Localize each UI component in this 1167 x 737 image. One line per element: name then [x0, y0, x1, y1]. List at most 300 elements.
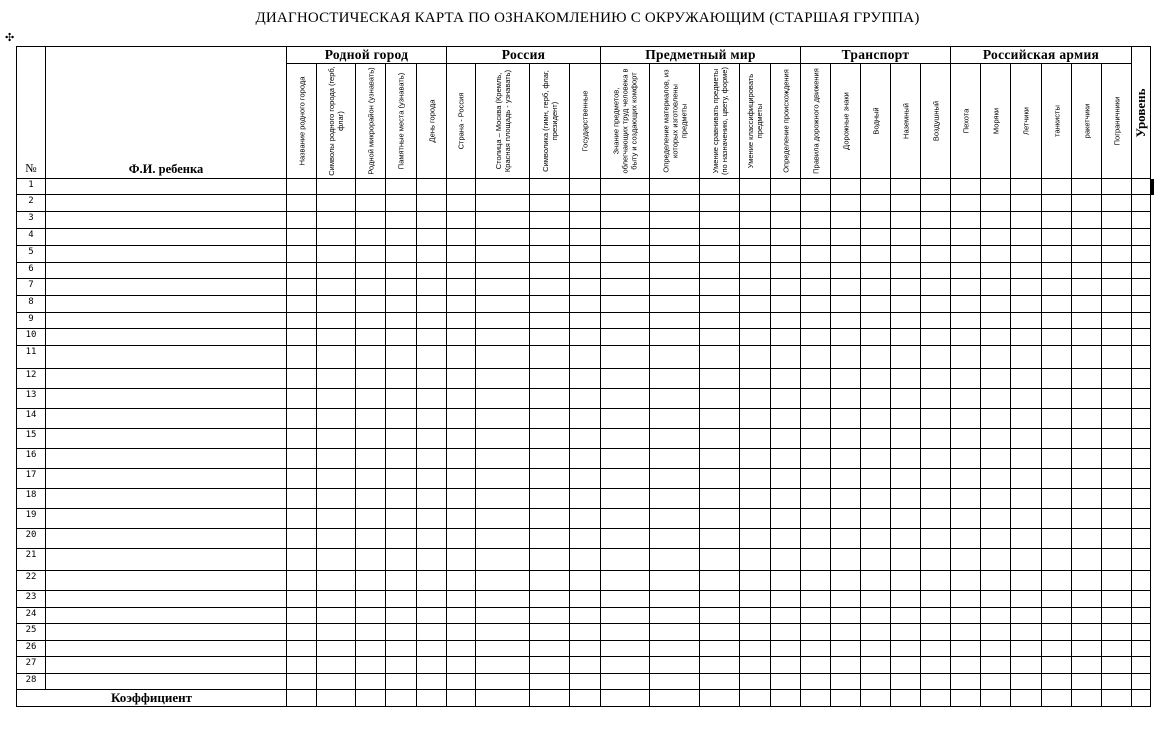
score-cell[interactable] [317, 674, 356, 690]
score-cell[interactable] [1132, 449, 1151, 469]
coefficient-cell[interactable] [1011, 690, 1042, 707]
score-cell[interactable] [1072, 624, 1102, 641]
score-cell[interactable] [530, 509, 570, 529]
score-cell[interactable] [891, 429, 921, 449]
score-cell[interactable] [1072, 346, 1102, 369]
score-cell[interactable] [981, 429, 1011, 449]
score-cell[interactable] [1102, 346, 1132, 369]
score-cell[interactable] [740, 591, 771, 608]
score-cell[interactable] [317, 529, 356, 549]
score-cell[interactable] [317, 263, 356, 279]
score-cell[interactable] [317, 296, 356, 313]
score-cell[interactable] [1102, 409, 1132, 429]
score-cell[interactable] [317, 489, 356, 509]
score-cell[interactable] [1072, 509, 1102, 529]
score-cell[interactable] [317, 429, 356, 449]
score-cell[interactable] [650, 591, 700, 608]
score-cell[interactable] [1011, 549, 1042, 571]
score-cell[interactable] [740, 489, 771, 509]
score-cell[interactable] [1072, 591, 1102, 608]
score-cell[interactable] [386, 608, 417, 624]
score-cell[interactable] [801, 469, 831, 489]
score-cell[interactable] [831, 509, 861, 529]
score-cell[interactable] [356, 549, 386, 571]
score-cell[interactable] [570, 179, 601, 195]
score-cell[interactable] [1102, 429, 1132, 449]
score-cell[interactable] [530, 313, 570, 329]
score-cell[interactable] [831, 409, 861, 429]
score-cell[interactable] [1042, 429, 1072, 449]
score-cell[interactable] [1132, 195, 1151, 212]
score-cell[interactable] [861, 313, 891, 329]
score-cell[interactable] [650, 212, 700, 229]
coefficient-cell[interactable] [1102, 690, 1132, 707]
score-cell[interactable] [700, 346, 740, 369]
score-cell[interactable] [1072, 469, 1102, 489]
score-cell[interactable] [447, 608, 476, 624]
score-cell[interactable] [1132, 591, 1151, 608]
score-cell[interactable] [700, 674, 740, 690]
child-name-cell[interactable] [46, 509, 287, 529]
score-cell[interactable] [417, 509, 447, 529]
score-cell[interactable] [831, 489, 861, 509]
score-cell[interactable] [951, 195, 981, 212]
child-name-cell[interactable] [46, 346, 287, 369]
score-cell[interactable] [417, 657, 447, 674]
score-cell[interactable] [530, 641, 570, 657]
score-cell[interactable] [801, 674, 831, 690]
score-cell[interactable] [317, 469, 356, 489]
score-cell[interactable] [317, 389, 356, 409]
score-cell[interactable] [317, 279, 356, 296]
score-cell[interactable] [951, 346, 981, 369]
score-cell[interactable] [417, 591, 447, 608]
score-cell[interactable] [650, 429, 700, 449]
score-cell[interactable] [1042, 369, 1072, 389]
score-cell[interactable] [417, 571, 447, 591]
score-cell[interactable] [891, 489, 921, 509]
child-name-cell[interactable] [46, 624, 287, 641]
score-cell[interactable] [1072, 229, 1102, 246]
score-cell[interactable] [1072, 369, 1102, 389]
score-cell[interactable] [1072, 179, 1102, 195]
score-cell[interactable] [740, 674, 771, 690]
score-cell[interactable] [700, 571, 740, 591]
score-cell[interactable] [891, 263, 921, 279]
score-cell[interactable] [317, 549, 356, 571]
score-cell[interactable] [801, 279, 831, 296]
score-cell[interactable] [1042, 212, 1072, 229]
score-cell[interactable] [700, 509, 740, 529]
score-cell[interactable] [891, 571, 921, 591]
score-cell[interactable] [1072, 657, 1102, 674]
score-cell[interactable] [831, 229, 861, 246]
score-cell[interactable] [386, 296, 417, 313]
child-name-cell[interactable] [46, 246, 287, 263]
score-cell[interactable] [891, 657, 921, 674]
score-cell[interactable] [740, 389, 771, 409]
score-cell[interactable] [861, 369, 891, 389]
score-cell[interactable] [831, 263, 861, 279]
coefficient-cell[interactable] [287, 690, 317, 707]
score-cell[interactable] [740, 509, 771, 529]
score-cell[interactable] [386, 509, 417, 529]
score-cell[interactable] [287, 329, 317, 346]
score-cell[interactable] [317, 179, 356, 195]
score-cell[interactable] [981, 279, 1011, 296]
score-cell[interactable] [981, 263, 1011, 279]
score-cell[interactable] [476, 657, 530, 674]
score-cell[interactable] [650, 246, 700, 263]
score-cell[interactable] [740, 549, 771, 571]
score-cell[interactable] [801, 195, 831, 212]
child-name-cell[interactable] [46, 263, 287, 279]
score-cell[interactable] [801, 263, 831, 279]
score-cell[interactable] [981, 509, 1011, 529]
score-cell[interactable] [921, 549, 951, 571]
score-cell[interactable] [831, 469, 861, 489]
score-cell[interactable] [650, 489, 700, 509]
score-cell[interactable] [921, 389, 951, 409]
score-cell[interactable] [530, 229, 570, 246]
score-cell[interactable] [447, 346, 476, 369]
score-cell[interactable] [831, 674, 861, 690]
score-cell[interactable] [417, 313, 447, 329]
score-cell[interactable] [1011, 529, 1042, 549]
score-cell[interactable] [700, 195, 740, 212]
score-cell[interactable] [601, 296, 650, 313]
score-cell[interactable] [981, 641, 1011, 657]
score-cell[interactable] [530, 489, 570, 509]
score-cell[interactable] [1042, 229, 1072, 246]
score-cell[interactable] [476, 624, 530, 641]
score-cell[interactable] [601, 624, 650, 641]
score-cell[interactable] [356, 509, 386, 529]
score-cell[interactable] [700, 179, 740, 195]
score-cell[interactable] [601, 179, 650, 195]
score-cell[interactable] [771, 449, 801, 469]
score-cell[interactable] [921, 469, 951, 489]
score-cell[interactable] [530, 179, 570, 195]
score-cell[interactable] [1102, 313, 1132, 329]
score-cell[interactable] [1042, 571, 1072, 591]
score-cell[interactable] [530, 246, 570, 263]
score-cell[interactable] [447, 212, 476, 229]
score-cell[interactable] [417, 369, 447, 389]
score-cell[interactable] [1132, 429, 1151, 449]
score-cell[interactable] [1072, 549, 1102, 571]
score-cell[interactable] [921, 346, 951, 369]
score-cell[interactable] [981, 591, 1011, 608]
score-cell[interactable] [1102, 263, 1132, 279]
score-cell[interactable] [447, 591, 476, 608]
score-cell[interactable] [1132, 529, 1151, 549]
score-cell[interactable] [601, 246, 650, 263]
score-cell[interactable] [1072, 195, 1102, 212]
score-cell[interactable] [476, 509, 530, 529]
score-cell[interactable] [386, 229, 417, 246]
score-cell[interactable] [650, 657, 700, 674]
score-cell[interactable] [601, 489, 650, 509]
score-cell[interactable] [951, 212, 981, 229]
score-cell[interactable] [1011, 657, 1042, 674]
score-cell[interactable] [771, 641, 801, 657]
score-cell[interactable] [1011, 449, 1042, 469]
score-cell[interactable] [417, 179, 447, 195]
score-cell[interactable] [356, 591, 386, 608]
score-cell[interactable] [287, 591, 317, 608]
score-cell[interactable] [447, 246, 476, 263]
score-cell[interactable] [570, 657, 601, 674]
score-cell[interactable] [801, 212, 831, 229]
score-cell[interactable] [1132, 509, 1151, 529]
score-cell[interactable] [921, 571, 951, 591]
score-cell[interactable] [921, 641, 951, 657]
score-cell[interactable] [1042, 389, 1072, 409]
score-cell[interactable] [530, 591, 570, 608]
score-cell[interactable] [801, 179, 831, 195]
score-cell[interactable] [891, 674, 921, 690]
score-cell[interactable] [861, 409, 891, 429]
score-cell[interactable] [530, 674, 570, 690]
score-cell[interactable] [981, 549, 1011, 571]
score-cell[interactable] [700, 449, 740, 469]
score-cell[interactable] [570, 212, 601, 229]
score-cell[interactable] [1042, 674, 1072, 690]
score-cell[interactable] [1011, 641, 1042, 657]
score-cell[interactable] [530, 212, 570, 229]
score-cell[interactable] [386, 212, 417, 229]
score-cell[interactable] [601, 549, 650, 571]
score-cell[interactable] [921, 674, 951, 690]
score-cell[interactable] [530, 624, 570, 641]
child-name-cell[interactable] [46, 449, 287, 469]
score-cell[interactable] [317, 409, 356, 429]
score-cell[interactable] [1042, 346, 1072, 369]
score-cell[interactable] [650, 608, 700, 624]
score-cell[interactable] [287, 608, 317, 624]
score-cell[interactable] [951, 657, 981, 674]
score-cell[interactable] [951, 449, 981, 469]
score-cell[interactable] [740, 529, 771, 549]
score-cell[interactable] [891, 212, 921, 229]
score-cell[interactable] [861, 279, 891, 296]
score-cell[interactable] [417, 529, 447, 549]
score-cell[interactable] [831, 246, 861, 263]
score-cell[interactable] [700, 212, 740, 229]
coefficient-cell[interactable] [801, 690, 831, 707]
score-cell[interactable] [356, 489, 386, 509]
score-cell[interactable] [951, 179, 981, 195]
score-cell[interactable] [771, 229, 801, 246]
score-cell[interactable] [570, 674, 601, 690]
score-cell[interactable] [861, 179, 891, 195]
score-cell[interactable] [981, 674, 1011, 690]
score-cell[interactable] [356, 195, 386, 212]
score-cell[interactable] [386, 469, 417, 489]
score-cell[interactable] [1132, 489, 1151, 509]
score-cell[interactable] [447, 329, 476, 346]
score-cell[interactable] [287, 489, 317, 509]
score-cell[interactable] [1132, 657, 1151, 674]
score-cell[interactable] [771, 409, 801, 429]
score-cell[interactable] [530, 409, 570, 429]
score-cell[interactable] [650, 641, 700, 657]
score-cell[interactable] [1072, 641, 1102, 657]
score-cell[interactable] [831, 296, 861, 313]
score-cell[interactable] [801, 369, 831, 389]
score-cell[interactable] [1011, 279, 1042, 296]
score-cell[interactable] [1132, 674, 1151, 690]
score-cell[interactable] [1011, 296, 1042, 313]
score-cell[interactable] [356, 369, 386, 389]
coefficient-cell[interactable] [530, 690, 570, 707]
score-cell[interactable] [740, 296, 771, 313]
score-cell[interactable] [1102, 246, 1132, 263]
score-cell[interactable] [740, 279, 771, 296]
score-cell[interactable] [317, 229, 356, 246]
score-cell[interactable] [386, 591, 417, 608]
score-cell[interactable] [530, 571, 570, 591]
score-cell[interactable] [1042, 624, 1072, 641]
score-cell[interactable] [601, 195, 650, 212]
score-cell[interactable] [891, 624, 921, 641]
child-name-cell[interactable] [46, 571, 287, 591]
score-cell[interactable] [771, 469, 801, 489]
score-cell[interactable] [1072, 529, 1102, 549]
score-cell[interactable] [861, 641, 891, 657]
score-cell[interactable] [476, 296, 530, 313]
score-cell[interactable] [1072, 608, 1102, 624]
score-cell[interactable] [861, 571, 891, 591]
coefficient-cell[interactable] [740, 690, 771, 707]
score-cell[interactable] [1011, 346, 1042, 369]
score-cell[interactable] [287, 179, 317, 195]
score-cell[interactable] [861, 389, 891, 409]
score-cell[interactable] [700, 313, 740, 329]
score-cell[interactable] [447, 296, 476, 313]
score-cell[interactable] [771, 296, 801, 313]
score-cell[interactable] [1072, 429, 1102, 449]
score-cell[interactable] [650, 313, 700, 329]
score-cell[interactable] [1132, 571, 1151, 591]
score-cell[interactable] [801, 657, 831, 674]
score-cell[interactable] [891, 296, 921, 313]
score-cell[interactable] [891, 329, 921, 346]
score-cell[interactable] [700, 263, 740, 279]
score-cell[interactable] [951, 608, 981, 624]
score-cell[interactable] [740, 429, 771, 449]
score-cell[interactable] [287, 469, 317, 489]
score-cell[interactable] [1072, 571, 1102, 591]
score-cell[interactable] [740, 329, 771, 346]
score-cell[interactable] [951, 313, 981, 329]
score-cell[interactable] [831, 389, 861, 409]
score-cell[interactable] [1072, 263, 1102, 279]
score-cell[interactable] [601, 229, 650, 246]
score-cell[interactable] [981, 229, 1011, 246]
score-cell[interactable] [861, 195, 891, 212]
score-cell[interactable] [356, 641, 386, 657]
score-cell[interactable] [1102, 212, 1132, 229]
score-cell[interactable] [801, 608, 831, 624]
score-cell[interactable] [650, 409, 700, 429]
score-cell[interactable] [700, 369, 740, 389]
score-cell[interactable] [861, 529, 891, 549]
score-cell[interactable] [981, 608, 1011, 624]
score-cell[interactable] [530, 369, 570, 389]
score-cell[interactable] [417, 641, 447, 657]
score-cell[interactable] [921, 608, 951, 624]
score-cell[interactable] [771, 608, 801, 624]
score-cell[interactable] [1102, 608, 1132, 624]
score-cell[interactable] [386, 449, 417, 469]
score-cell[interactable] [356, 346, 386, 369]
score-cell[interactable] [1102, 279, 1132, 296]
score-cell[interactable] [981, 369, 1011, 389]
score-cell[interactable] [417, 429, 447, 449]
score-cell[interactable] [356, 657, 386, 674]
child-name-cell[interactable] [46, 409, 287, 429]
score-cell[interactable] [317, 571, 356, 591]
score-cell[interactable] [861, 549, 891, 571]
score-cell[interactable] [417, 329, 447, 346]
coefficient-cell[interactable] [891, 690, 921, 707]
score-cell[interactable] [861, 429, 891, 449]
score-cell[interactable] [1132, 409, 1151, 429]
score-cell[interactable] [861, 246, 891, 263]
score-cell[interactable] [1042, 449, 1072, 469]
score-cell[interactable] [476, 329, 530, 346]
score-cell[interactable] [317, 313, 356, 329]
score-cell[interactable] [951, 409, 981, 429]
score-cell[interactable] [981, 389, 1011, 409]
score-cell[interactable] [417, 489, 447, 509]
score-cell[interactable] [530, 608, 570, 624]
score-cell[interactable] [386, 313, 417, 329]
score-cell[interactable] [476, 608, 530, 624]
child-name-cell[interactable] [46, 389, 287, 409]
score-cell[interactable] [386, 279, 417, 296]
score-cell[interactable] [831, 429, 861, 449]
score-cell[interactable] [1042, 279, 1072, 296]
child-name-cell[interactable] [46, 212, 287, 229]
score-cell[interactable] [650, 674, 700, 690]
score-cell[interactable] [287, 346, 317, 369]
score-cell[interactable] [476, 429, 530, 449]
score-cell[interactable] [921, 657, 951, 674]
score-cell[interactable] [740, 641, 771, 657]
score-cell[interactable] [1102, 641, 1132, 657]
score-cell[interactable] [601, 449, 650, 469]
score-cell[interactable] [921, 229, 951, 246]
score-cell[interactable] [891, 469, 921, 489]
score-cell[interactable] [570, 263, 601, 279]
score-cell[interactable] [601, 313, 650, 329]
score-cell[interactable] [476, 449, 530, 469]
score-cell[interactable] [1011, 179, 1042, 195]
score-cell[interactable] [771, 263, 801, 279]
score-cell[interactable] [891, 229, 921, 246]
score-cell[interactable] [700, 641, 740, 657]
score-cell[interactable] [447, 389, 476, 409]
score-cell[interactable] [891, 591, 921, 608]
score-cell[interactable] [417, 212, 447, 229]
score-cell[interactable] [921, 329, 951, 346]
score-cell[interactable] [831, 195, 861, 212]
score-cell[interactable] [740, 229, 771, 246]
score-cell[interactable] [570, 449, 601, 469]
